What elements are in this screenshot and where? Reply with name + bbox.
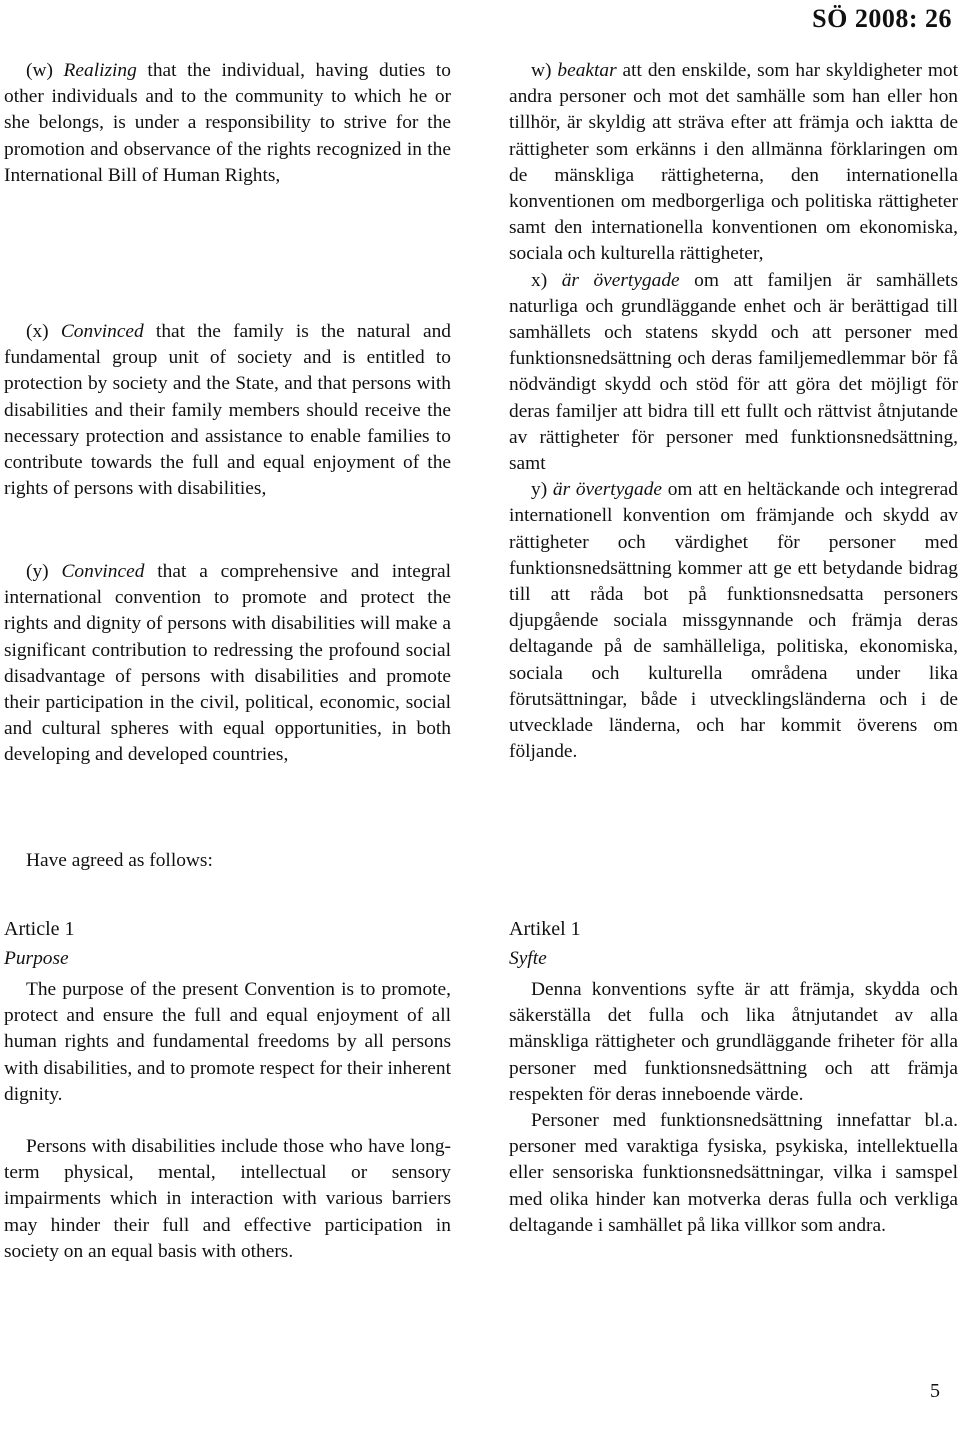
article-title-en: Article 1 [4, 918, 75, 940]
preamble-english-column [4, 58, 451, 189]
preamble-paragraph-w-en: (w) Realizing that the individual, having duties to other individuals and to the community to which he or she belongs, is under a responsibility to strive for the promotion and observance of the rights recognized in the International Bill of Human Rights, [4, 60, 451, 186]
preamble-paragraph-y-sv: y) är övertygade om att en heltäckande och integrerad internationell konvention om främjande och skydd av rättigheter och värdighet för personer med funktionsnedsättning kommer att ge ett betydande bidrag till att råda bot på funktionsnedsatta personers djupgående sociala missgynnande och främja deras deltagande på de samhälleliga, politiska, ekonomiska, sociala och kulturella områdena under lika förutsättningar, både i utvecklingsländerna och i de utvecklade länderna, och har kommit överens om följande. [509, 479, 958, 763]
preamble-paragraph-x-en: (x) Convinced that the family is the natural and fundamental group unit of society and is entitled to protection by society and the State, and that persons with disabilities and their family members should receive the necessary protection and assistance to enable families to contribute towards the full and equal enjoyment of the rights of persons with disabilities, [4, 321, 451, 500]
preamble-paragraph-y-en: (y) Convinced that a comprehensive and integral international convention to promote and protect the rights and dignity of persons with disabilities will make a significant contribution to redressing the profound social disadvantage of persons with disabilities and promote their participation in the civil, political, economic, social and cultural spheres with equal opportunities, in both developing and developed countries, [4, 561, 451, 766]
article-title-sv: Artikel 1 [509, 918, 581, 940]
document-reference: SÖ 2008: 26 [812, 4, 952, 33]
article1-paragraph-2-sv: Personer med funktionsnedsättning innefattar bl.a. personer med varaktiga fysiska, psykiska, intellektuella eller sensoriska funktionsnedsättningar, vilka i samspel med olika hinder kan motverka deras fulla och verkliga deltagande i samhället på lika villkor som andra. [509, 1110, 958, 1236]
page-number: 5 [930, 1380, 940, 1402]
preamble-english-column-3 [4, 559, 451, 769]
article1-paragraph-1-en: The purpose of the present Convention is to promote, protect and ensure the full and equal enjoyment of all human rights and fundamental freedoms by all persons with disabilities, and to promote respect for their inherent dignity. [4, 979, 451, 1105]
preamble-closing-en: Have agreed as follows: [26, 850, 213, 871]
preamble-paragraph-w-sv: w) beaktar att den enskilde, som har skyldigheter mot andra personer och mot det samhälle som han eller hon tillhör, är skyldig att sträva efter att främja och iaktta de rättigheter som erkänns i den allmänna förklaringen om de mänskliga rättigheterna, den internationella konventionen om medborgerliga och politiska rättigheter samt den internationella konventionen om ekonomiska, sociala och kulturella rättigheter, [509, 60, 958, 265]
article1-paragraph-2-en: Persons with disabilities include those who have long-term physical, mental, intellectual or sensory impairments which in interaction with various barriers may hinder their full and effective participation in society on an equal basis with others. [4, 1136, 451, 1262]
article1-english [4, 914, 451, 1265]
preamble-english-column-2 [4, 319, 451, 502]
article1-swedish [509, 914, 958, 1239]
article1-paragraph-1-sv: Denna konventions syfte är att främja, skydda och säkerställa det fulla och lika åtnjutandet av alla mänskliga rättigheter och grundläggande friheter för alla personer med funktionsnedsättning och att främja respekten för deras inneboende värde. [509, 979, 958, 1105]
preamble-paragraph-x-sv: x) är övertygade om att familjen är samhällets naturliga och grundläggande enhet och är berättigad till samhällets och statens skydd och att personer med funktionsnedsättning och deras familjemedlemmar bör få nödvändigt skydd och stöd för att göra det möjligt för deras familjer att bidra till ett fullt och rättvist åtnjutande av rättigheter för personer med funktionsnedsättning, samt [509, 269, 958, 475]
preamble-swedish-column [509, 58, 958, 765]
article-subtitle-sv: Syfte [509, 948, 547, 969]
article-subtitle-en: Purpose [4, 948, 69, 969]
